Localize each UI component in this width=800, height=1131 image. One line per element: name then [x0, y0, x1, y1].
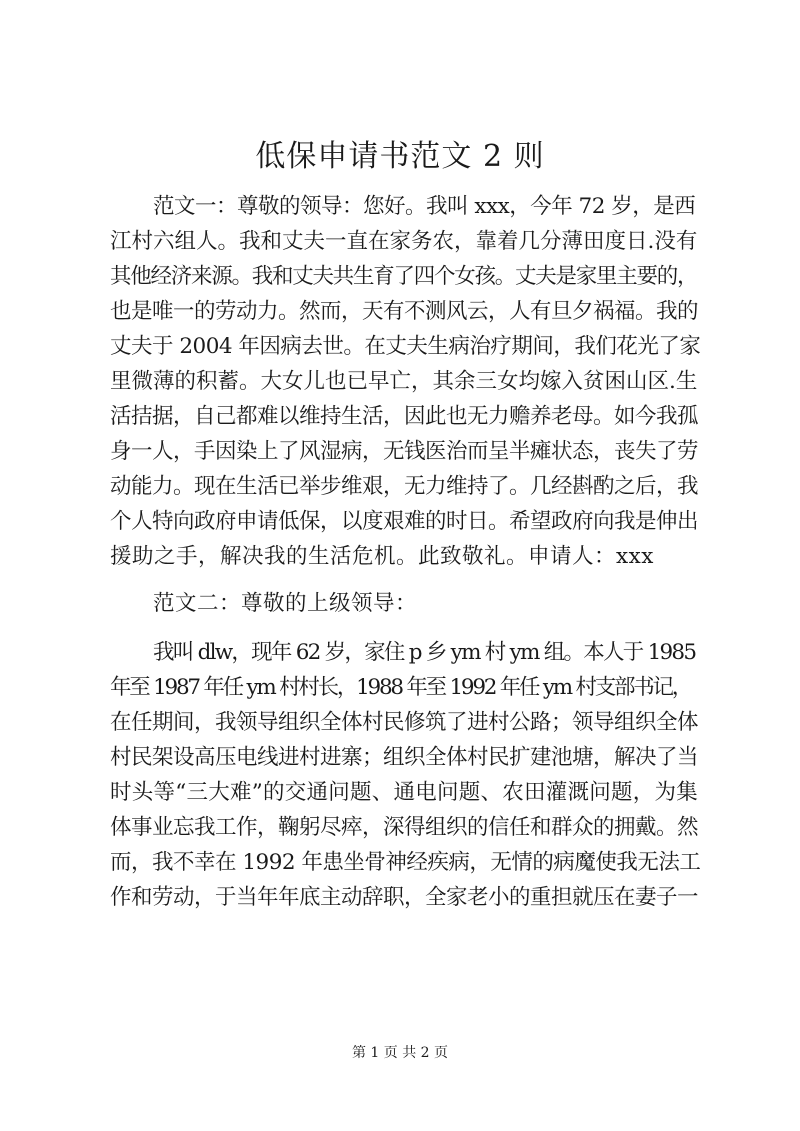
body-line: 援助之手，解决我的生活危机。此致敬礼。申请人：xxx [110, 544, 654, 569]
body-line: 其他经济来源。我和丈夫共生育了四个女孩。丈夫是家里主要的， [110, 264, 698, 289]
body-line: 活拮据，自己都难以维持生活，因此也无力赡养老母。如今我孤 [110, 404, 699, 429]
body-line: 范文二：尊敬的上级领导： [153, 591, 418, 616]
page-number-footer: 第 1 页 共 2 页 [351, 1045, 449, 1061]
body-line: 里微薄的积蓄。大女儿也已早亡，其余三女均嫁入贫困山区.生 [110, 369, 698, 394]
body-line: 而，我不幸在 1992 年患坐骨神经疾病，无情的病魔使我无法工 [110, 850, 700, 875]
body-line: 作和劳动，于当年年底主动辞职，全家老小的重担就压在妻子一 [110, 885, 699, 910]
body-line: 时头等“三大难”的交通问题、通电问题、农田灌溉问题，为集 [110, 780, 698, 805]
body-line: 在任期间，我领导组织全体村民修筑了进村公路；领导组织全体 [110, 710, 699, 735]
body-line: 丈夫于 2004 年因病去世。在丈夫生病治疗期间，我们花光了家 [110, 334, 700, 359]
body-line: 个人特向政府申请低保，以度艰难的时日。希望政府向我是伸出 [110, 509, 699, 534]
body-line: 我叫 dlw，现年 62 岁，家住 p 乡 ym 村 ym 组。本人于 1985 [153, 640, 696, 665]
body-line: 范文一：尊敬的领导：您好。我叫 xxx，今年 72 岁，是西 [153, 194, 696, 219]
body-line: 年至 1987 年任 ym 村村长，1988 年至 1992 年任 ym 村支部书记， [110, 675, 691, 700]
body-line: 体事业忘我工作，鞠躬尽瘁，深得组织的信任和群众的拥戴。然 [110, 815, 699, 840]
body-line: 也是唯一的劳动力。然而，天有不测风云，人有旦夕祸福。我的 [110, 299, 699, 324]
body-line: 村民架设高压电线进村进寨；组织全体村民扩建池塘，解决了当 [110, 745, 699, 770]
body-line: 动能力。现在生活已举步维艰，无力维持了。几经斟酌之后，我 [110, 474, 699, 499]
document-title: 低保申请书范文 2 则 [255, 139, 545, 174]
body-line: 江村六组人。我和丈夫一直在家务农，靠着几分薄田度日.没有 [110, 229, 698, 254]
body-line: 身一人，手因染上了风湿病，无钱医治而呈半瘫状态，丧失了劳 [110, 439, 699, 464]
